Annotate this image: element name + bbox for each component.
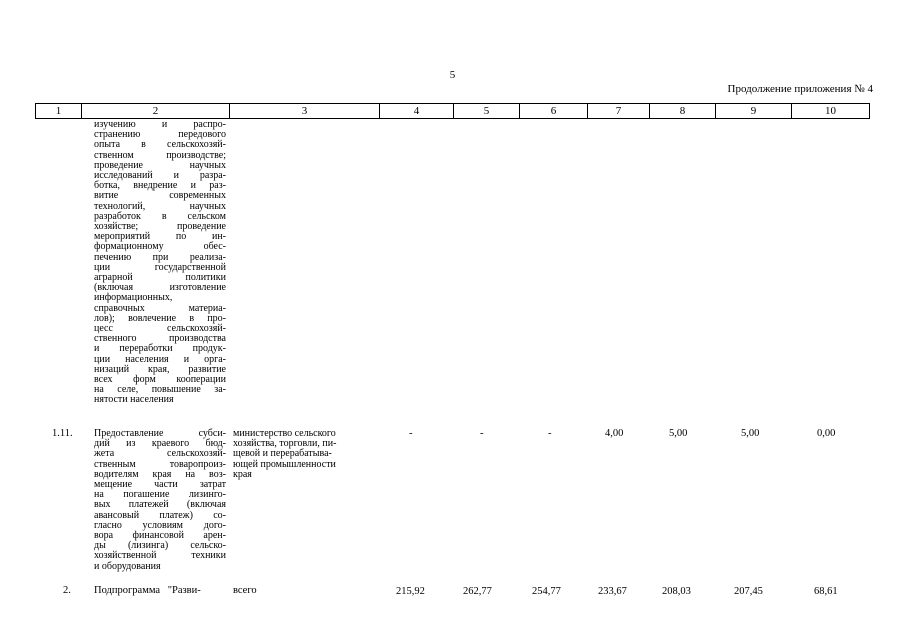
text-line: дий из краевого бюд- bbox=[94, 438, 226, 450]
text-line: аграрной политики bbox=[94, 272, 226, 284]
text-line: низаций края, развитие bbox=[94, 363, 226, 375]
text-line: нятости населения bbox=[94, 394, 174, 406]
row-2-col9: 207,45 bbox=[734, 586, 763, 597]
col-header-6: 6 bbox=[520, 104, 588, 119]
row-1-11-col10: 0,00 bbox=[817, 428, 836, 439]
text-line: водителям края на воз- bbox=[94, 468, 226, 480]
text-line: витие современных bbox=[94, 190, 226, 202]
col-header-1: 1 bbox=[36, 104, 82, 119]
row-1-11-executor bbox=[233, 429, 373, 480]
text-line: исследований и разра- bbox=[94, 170, 226, 182]
text-line: опыта в сельскохозяй- bbox=[94, 139, 226, 151]
row-2-col5: 262,77 bbox=[463, 586, 492, 597]
text-line: ции государственной bbox=[94, 261, 226, 273]
row-1-11-col8: 5,00 bbox=[669, 428, 688, 439]
col-header-5: 5 bbox=[454, 104, 520, 119]
column-header-table bbox=[35, 103, 870, 119]
text-line: формационному обес- bbox=[94, 241, 226, 253]
text-line: гласно условиям дого- bbox=[94, 519, 226, 531]
page-number: 5 bbox=[449, 69, 456, 81]
text-line: информационных, bbox=[94, 292, 173, 304]
text-line: вых платежей (включая bbox=[94, 499, 226, 511]
text-line: цесс сельскохозяй- bbox=[94, 323, 226, 335]
row-1-11-col5: - bbox=[480, 428, 484, 439]
text-line: технологий, научных bbox=[94, 200, 226, 212]
text-line: проведение научных bbox=[94, 159, 226, 171]
text-line: ботка, внедрение и раз- bbox=[94, 180, 226, 192]
text-line: хозяйства, торговли, пи- bbox=[233, 438, 337, 450]
text-line: ственного производства bbox=[94, 333, 226, 345]
text-line: разработок в сельском bbox=[94, 210, 226, 222]
text-line: жета сельскохозяй- bbox=[94, 448, 226, 460]
text-line: на селе, повышение за- bbox=[94, 384, 226, 396]
text-line: печению при реализа- bbox=[94, 251, 226, 263]
text-line: лов); вовлечение в про- bbox=[94, 312, 226, 324]
row-1-11-col4: - bbox=[409, 428, 413, 439]
text-line: (включая изготовление bbox=[94, 282, 226, 294]
text-line: изучению и распро- bbox=[94, 119, 226, 130]
text-line: ющей промышленности bbox=[233, 458, 336, 470]
col-header-7: 7 bbox=[588, 104, 650, 119]
text-line: мещение части затрат bbox=[94, 479, 226, 491]
text-line: справочных материа- bbox=[94, 302, 226, 314]
text-line: хозяйстве; проведение bbox=[94, 221, 226, 233]
row-2-description: Подпрограмма "Разви- bbox=[94, 585, 201, 596]
row-1-11-col6: - bbox=[548, 428, 552, 439]
text-line: края bbox=[233, 468, 252, 480]
row-2-col8: 208,03 bbox=[662, 586, 691, 597]
row-2-col7: 233,67 bbox=[598, 586, 627, 597]
row-1-11-col7: 4,00 bbox=[605, 428, 624, 439]
text-line: и переработки продук- bbox=[94, 343, 226, 355]
text-line: щевой и перерабатыва- bbox=[233, 448, 332, 460]
text-line: и оборудования bbox=[94, 560, 161, 572]
row-2-col4: 215,92 bbox=[396, 586, 425, 597]
row-2-col6: 254,77 bbox=[532, 586, 561, 597]
text-line: вора финансовой арен- bbox=[94, 530, 226, 542]
text-line: Предоставление субси- bbox=[94, 428, 226, 439]
continuation-label: Продолжение приложения № 4 bbox=[727, 83, 873, 95]
text-line: ды (лизинга) сельско- bbox=[94, 540, 226, 552]
text-line: ственным товаропроиз- bbox=[94, 458, 226, 470]
text-line: ственном производстве; bbox=[94, 149, 226, 161]
row-1-11-number: 1.11. bbox=[52, 428, 73, 439]
column-number-row bbox=[36, 104, 870, 119]
text-line: министерство сельского bbox=[233, 428, 336, 439]
text-line: мероприятий по ин- bbox=[94, 231, 226, 243]
row-1-11-col9: 5,00 bbox=[741, 428, 760, 439]
text-line: всех форм кооперации bbox=[94, 374, 226, 386]
text-line: на погашение лизинго- bbox=[94, 489, 226, 501]
text-line: авансовый платеж) со- bbox=[94, 509, 226, 521]
col-header-9: 9 bbox=[716, 104, 792, 119]
row-2-number: 2. bbox=[63, 585, 71, 596]
row-1-11-description bbox=[94, 429, 226, 572]
text-line: хозяйственной техники bbox=[94, 550, 226, 562]
row-2-col10: 68,61 bbox=[814, 586, 838, 597]
continued-description bbox=[94, 120, 226, 406]
col-header-2: 2 bbox=[82, 104, 230, 119]
col-header-4: 4 bbox=[380, 104, 454, 119]
text-line: ции населения и орга- bbox=[94, 353, 226, 365]
col-header-8: 8 bbox=[650, 104, 716, 119]
text-line: странению передового bbox=[94, 129, 226, 141]
col-header-3: 3 bbox=[230, 104, 380, 119]
row-2-executor: всего bbox=[233, 585, 257, 596]
col-header-10: 10 bbox=[792, 104, 870, 119]
